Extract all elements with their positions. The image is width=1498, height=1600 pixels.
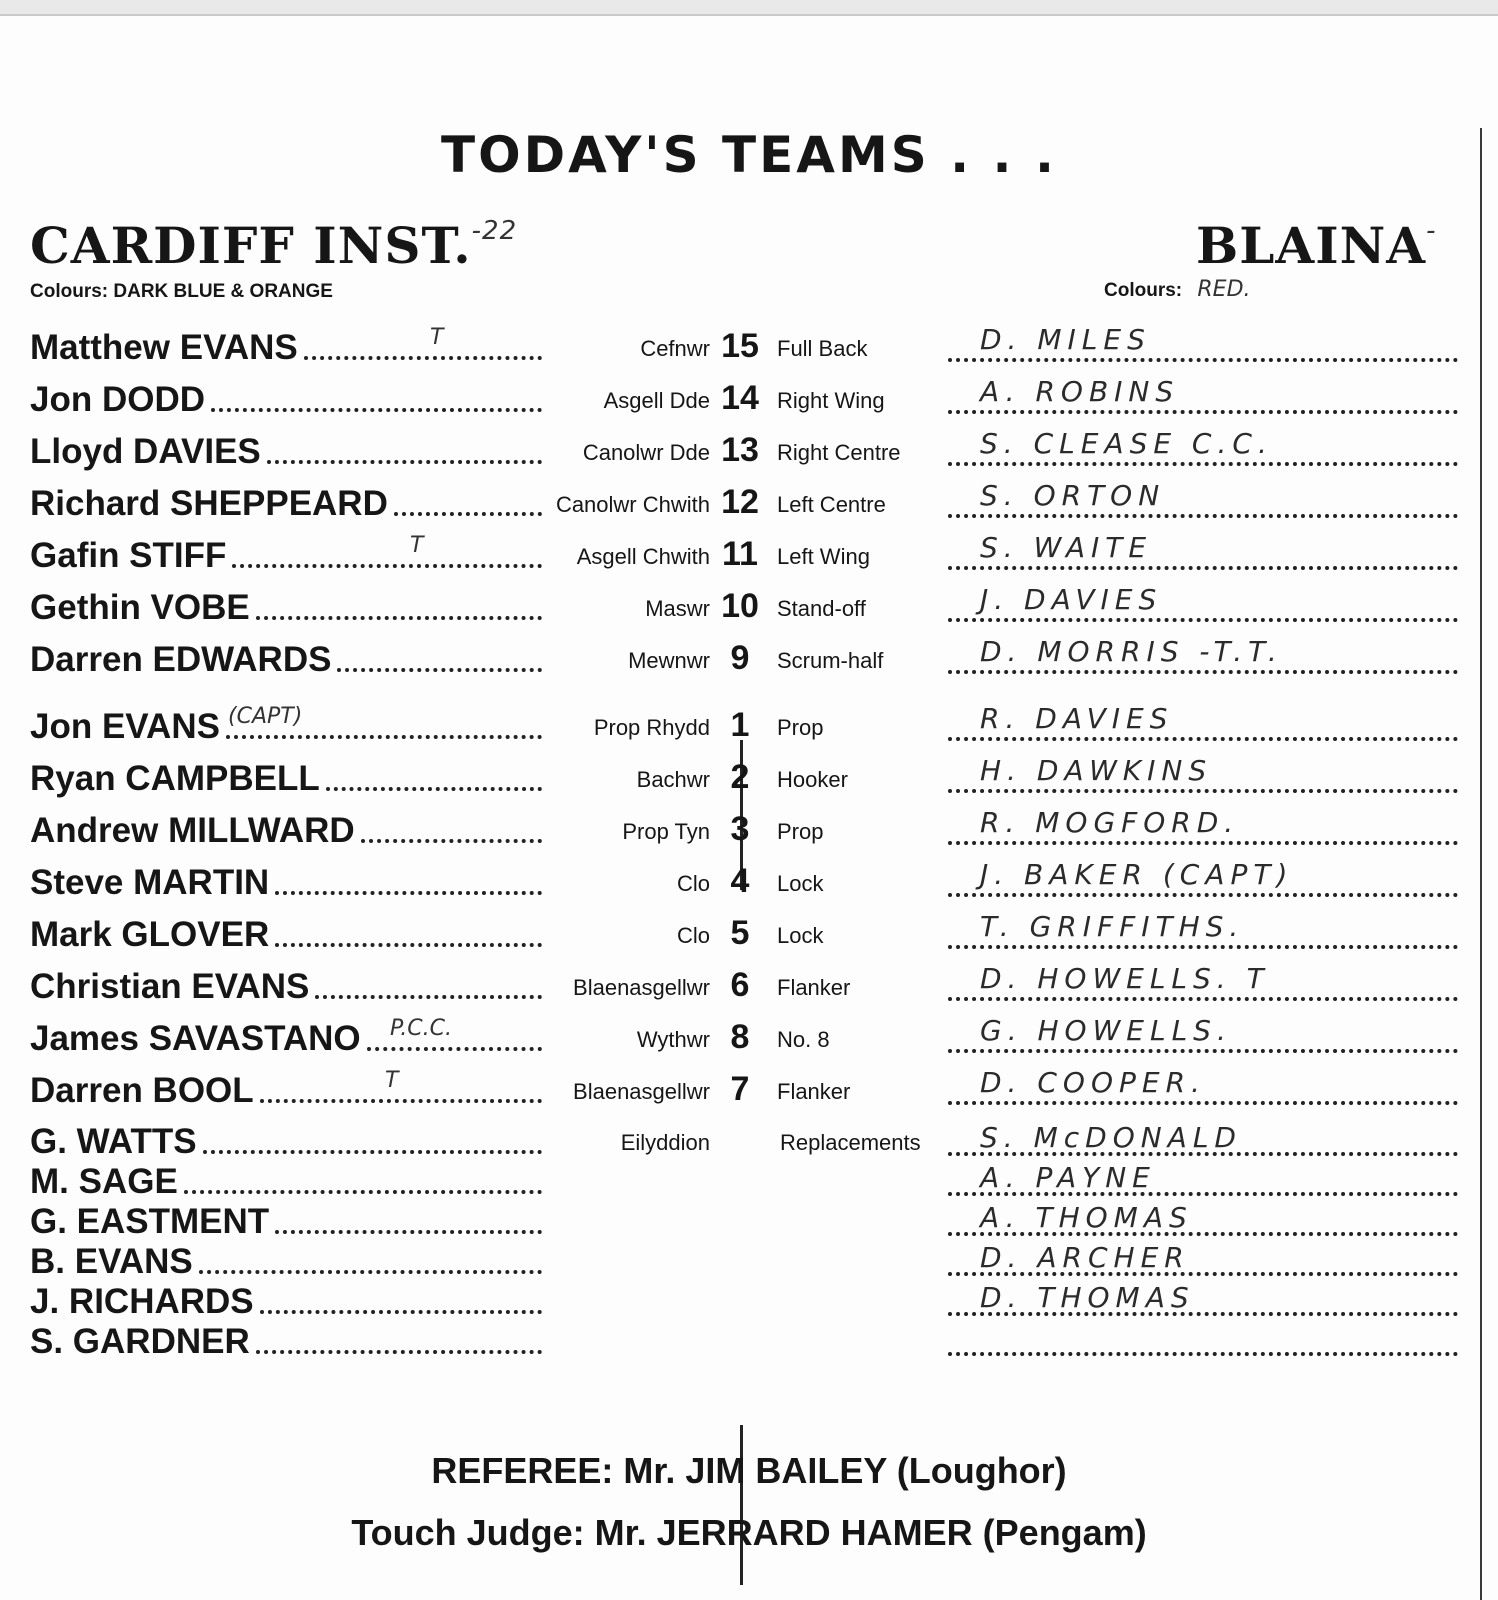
- home-colours-value: DARK BLUE & ORANGE: [113, 281, 333, 302]
- position-welsh: Asgell Dde: [603, 388, 710, 413]
- jersey-number: 4: [730, 862, 750, 900]
- jersey-number: 5: [730, 914, 750, 952]
- away-player-handwritten: D. MORRIS -T.T.: [980, 635, 1283, 668]
- away-player-handwritten: T. GRIFFITHS.: [980, 910, 1245, 943]
- home-player: [30, 588, 542, 628]
- home-player: [30, 536, 542, 576]
- away-dotted-line: [948, 737, 1458, 741]
- jersey-number: 7: [730, 1070, 750, 1108]
- lineup-row: [0, 697, 1498, 747]
- lineup-row: [0, 957, 1498, 1007]
- position-english: Left Wing: [777, 544, 870, 569]
- position-welsh: Wythwr: [636, 1027, 710, 1052]
- replacement-row: [0, 1282, 1498, 1322]
- dotted-leader: [211, 408, 542, 412]
- replacement-row: [0, 1242, 1498, 1282]
- jersey-number: 12: [721, 483, 759, 521]
- position-english: Hooker: [777, 767, 848, 792]
- position-english: Prop: [777, 715, 824, 740]
- jersey-number: 15: [721, 327, 759, 365]
- away-player-handwritten: A. ROBINS: [980, 375, 1180, 408]
- lineup-row: [0, 474, 1498, 524]
- away-dotted-line: [948, 670, 1458, 674]
- home-player: [30, 863, 542, 903]
- home-colours: [30, 281, 333, 303]
- lineup-row: [0, 630, 1498, 680]
- away-player-handwritten: H. DAWKINS: [980, 754, 1213, 787]
- away-dotted-line: [948, 566, 1458, 570]
- position-welsh: Asgell Chwith: [576, 544, 710, 569]
- handwritten-note: T: [385, 1068, 399, 1093]
- lineup-row: [0, 578, 1498, 628]
- home-team-note: -22: [471, 216, 518, 246]
- home-player: [30, 640, 542, 680]
- home-player: [30, 432, 542, 472]
- home-player-name: Gafin STIFF: [30, 536, 227, 575]
- home-player-name: Jon EVANS: [30, 707, 220, 746]
- home-player: [30, 1019, 542, 1059]
- position-english: Right Wing: [777, 388, 885, 413]
- home-player-name: James SAVASTANO: [30, 1019, 361, 1058]
- away-dotted-line: [948, 893, 1458, 897]
- position-english: Full Back: [777, 336, 868, 361]
- jersey-number: 6: [730, 966, 750, 1004]
- home-player-name: Matthew EVANS: [30, 328, 298, 367]
- lineup-row: [0, 801, 1498, 851]
- dotted-leader: [361, 839, 542, 843]
- home-player-name: Steve MARTIN: [30, 863, 270, 902]
- page-top-edge: [0, 0, 1498, 16]
- lineup-row: [0, 422, 1498, 472]
- jersey-number: 10: [721, 587, 759, 625]
- replacement-row: [0, 1322, 1498, 1362]
- dotted-leader: [304, 356, 542, 360]
- home-player-name: Andrew MILLWARD: [30, 811, 355, 850]
- replacement-home-player: [30, 1122, 542, 1162]
- away-dotted-line: [948, 410, 1458, 414]
- jersey-number: 3: [730, 810, 750, 848]
- home-player-name: Gethin VOBE: [30, 588, 250, 627]
- position-welsh: Prop Rhydd: [593, 715, 710, 740]
- replacement-name: J. RICHARDS: [30, 1282, 254, 1321]
- away-player-handwritten: J. BAKER (CAPT): [980, 858, 1294, 891]
- away-dotted-line: [948, 1049, 1458, 1053]
- away-dotted-line: [948, 945, 1458, 949]
- dotted-leader: [260, 1099, 542, 1103]
- handwritten-note: T: [430, 325, 444, 350]
- away-player-handwritten: R. MOGFORD.: [980, 806, 1240, 839]
- position-english: Right Centre: [777, 440, 901, 465]
- position-welsh: Mewnwr: [628, 648, 710, 673]
- home-player: [30, 484, 542, 524]
- dotted-leader: [256, 616, 542, 620]
- position-english: Scrum-half: [777, 648, 884, 673]
- away-dotted-line: [948, 1352, 1458, 1356]
- position-english: Stand-off: [777, 596, 866, 621]
- home-player: [30, 811, 542, 851]
- dotted-leader: [267, 460, 542, 464]
- dotted-leader: [394, 512, 542, 516]
- replacement-name: S. GARDNER: [30, 1322, 250, 1361]
- handwritten-note: T: [410, 533, 424, 558]
- replacement-name: M. SAGE: [30, 1162, 178, 1201]
- jersey-number: 11: [722, 535, 758, 573]
- dotted-leader: [232, 564, 542, 568]
- away-player-handwritten: R. DAVIES: [980, 702, 1174, 735]
- away-player-handwritten: G. HOWELLS.: [980, 1014, 1232, 1047]
- dotted-leader: [275, 891, 542, 895]
- lineup-row: [0, 749, 1498, 799]
- position-welsh: Prop Tyn: [622, 819, 710, 844]
- home-player: [30, 759, 542, 799]
- away-dotted-line: [948, 358, 1458, 362]
- lineup-row: [0, 1061, 1498, 1111]
- replacement-name: B. EVANS: [30, 1242, 193, 1281]
- home-player-name: Christian EVANS: [30, 967, 310, 1006]
- dotted-leader: [315, 995, 542, 999]
- dotted-leader: [199, 1270, 542, 1274]
- lineup-row: [0, 853, 1498, 903]
- position-welsh: Clo: [676, 923, 710, 948]
- home-player-name: Jon DODD: [30, 380, 205, 419]
- jersey-number: 9: [730, 639, 750, 677]
- dotted-leader: [260, 1310, 542, 1314]
- dotted-leader: [275, 943, 542, 947]
- away-colours: [1104, 277, 1251, 302]
- home-team-name: [30, 216, 517, 275]
- home-player-name: Richard SHEPPEARD: [30, 484, 388, 523]
- touch-judge-line: Touch Judge: Mr. JERRARD HAMER (Pengam): [351, 1512, 1147, 1553]
- position-welsh: Bachwr: [636, 767, 710, 792]
- dotted-leader: [226, 735, 542, 739]
- away-replacement-handwritten: D. ARCHER: [980, 1241, 1190, 1274]
- position-english: Flanker: [777, 1079, 851, 1104]
- position-english: Flanker: [777, 975, 851, 1000]
- referee-line: REFEREE: Mr. JIM BAILEY (Loughor): [431, 1450, 1067, 1491]
- position-english: Left Centre: [777, 492, 886, 517]
- away-dotted-line: [948, 997, 1458, 1001]
- home-player-name: Lloyd DAVIES: [30, 432, 261, 471]
- away-team-note: -: [1426, 216, 1437, 246]
- away-dotted-line: [948, 789, 1458, 793]
- home-player-name: Ryan CAMPBELL: [30, 759, 320, 798]
- replacement-row: [0, 1122, 1498, 1162]
- away-replacement-handwritten: D. THOMAS: [980, 1281, 1195, 1314]
- away-team-name: [1196, 216, 1437, 275]
- position-english: Lock: [777, 923, 824, 948]
- dotted-leader: [367, 1047, 542, 1051]
- replacement-name: G. WATTS: [30, 1122, 197, 1161]
- away-player-handwritten: S. ORTON: [980, 479, 1166, 512]
- away-player-handwritten: J. DAVIES: [980, 583, 1163, 616]
- away-player-handwritten: D. COOPER.: [980, 1066, 1206, 1099]
- replacements-welsh-label: Eilyddion: [620, 1130, 710, 1155]
- replacement-home-player: [30, 1242, 542, 1282]
- replacement-home-player: [30, 1282, 542, 1322]
- lineup-row: [0, 526, 1498, 576]
- jersey-number: 1: [730, 706, 750, 744]
- position-english: Lock: [777, 871, 824, 896]
- home-player: [30, 328, 542, 368]
- position-welsh: Blaenasgellwr: [573, 975, 710, 1000]
- dotted-leader: [184, 1190, 542, 1194]
- away-colours-value: RED.: [1197, 277, 1251, 302]
- home-player-name: Mark GLOVER: [30, 915, 270, 954]
- page-fold-mark-bottom: [740, 1425, 743, 1585]
- dotted-leader: [275, 1230, 542, 1234]
- position-welsh: Canolwr Chwith: [555, 492, 710, 517]
- away-dotted-line: [948, 462, 1458, 466]
- replacement-name: G. EASTMENT: [30, 1202, 270, 1241]
- replacement-home-player: [30, 1202, 542, 1242]
- jersey-number: 14: [721, 379, 759, 417]
- away-dotted-line: [948, 841, 1458, 845]
- home-player: [30, 915, 542, 955]
- lineup-row: [0, 318, 1498, 368]
- replacements-english-label: Replacements: [780, 1130, 921, 1155]
- replacement-home-player: [30, 1162, 542, 1202]
- lineup-row: [0, 905, 1498, 955]
- jersey-number: 2: [730, 758, 750, 796]
- replacement-home-player: [30, 1322, 542, 1362]
- position-english: No. 8: [777, 1027, 830, 1052]
- position-welsh: Blaenasgellwr: [573, 1079, 710, 1104]
- lineup-row: [0, 1009, 1498, 1059]
- home-player-name: Darren BOOL: [30, 1071, 254, 1110]
- away-dotted-line: [948, 514, 1458, 518]
- away-player-handwritten: S. CLEASE C.C.: [980, 427, 1273, 460]
- dotted-leader: [256, 1350, 542, 1354]
- away-replacement-handwritten: A. THOMAS: [980, 1201, 1193, 1234]
- away-player-handwritten: S. WAITE: [980, 531, 1153, 564]
- jersey-number: 8: [730, 1018, 750, 1056]
- home-player: [30, 967, 542, 1007]
- position-welsh: Maswr: [645, 596, 710, 621]
- home-player: [30, 380, 542, 420]
- position-welsh: Cefnwr: [640, 336, 710, 361]
- handwritten-note: P.C.C.: [390, 1016, 452, 1041]
- jersey-number: 13: [721, 431, 759, 469]
- dotted-leader: [326, 787, 542, 791]
- away-player-handwritten: D. MILES: [980, 323, 1151, 356]
- page-title: TODAY'S TEAMS . . .: [441, 126, 1057, 184]
- away-replacement-handwritten: A. PAYNE: [980, 1161, 1156, 1194]
- position-welsh: Clo: [676, 871, 710, 896]
- home-player-name: Darren EDWARDS: [30, 640, 332, 679]
- away-player-handwritten: D. HOWELLS. T: [980, 962, 1270, 995]
- lineup-row: [0, 370, 1498, 420]
- dotted-leader: [203, 1150, 542, 1154]
- away-replacement-handwritten: S. McDONALD: [980, 1121, 1242, 1154]
- home-team-name-text: CARDIFF INST.: [30, 216, 472, 275]
- home-player: [30, 1071, 542, 1111]
- replacement-row: [0, 1162, 1498, 1202]
- away-dotted-line: [948, 618, 1458, 622]
- away-dotted-line: [948, 1101, 1458, 1105]
- away-team-name-text: BLAINA: [1196, 216, 1427, 275]
- away-colours-label: Colours:: [1104, 280, 1183, 301]
- position-welsh: Canolwr Dde: [582, 440, 710, 465]
- position-english: Prop: [777, 819, 824, 844]
- replacement-row: [0, 1202, 1498, 1242]
- dotted-leader: [337, 668, 542, 672]
- home-colours-label: Colours:: [30, 281, 109, 302]
- handwritten-note: (CAPT): [228, 704, 303, 729]
